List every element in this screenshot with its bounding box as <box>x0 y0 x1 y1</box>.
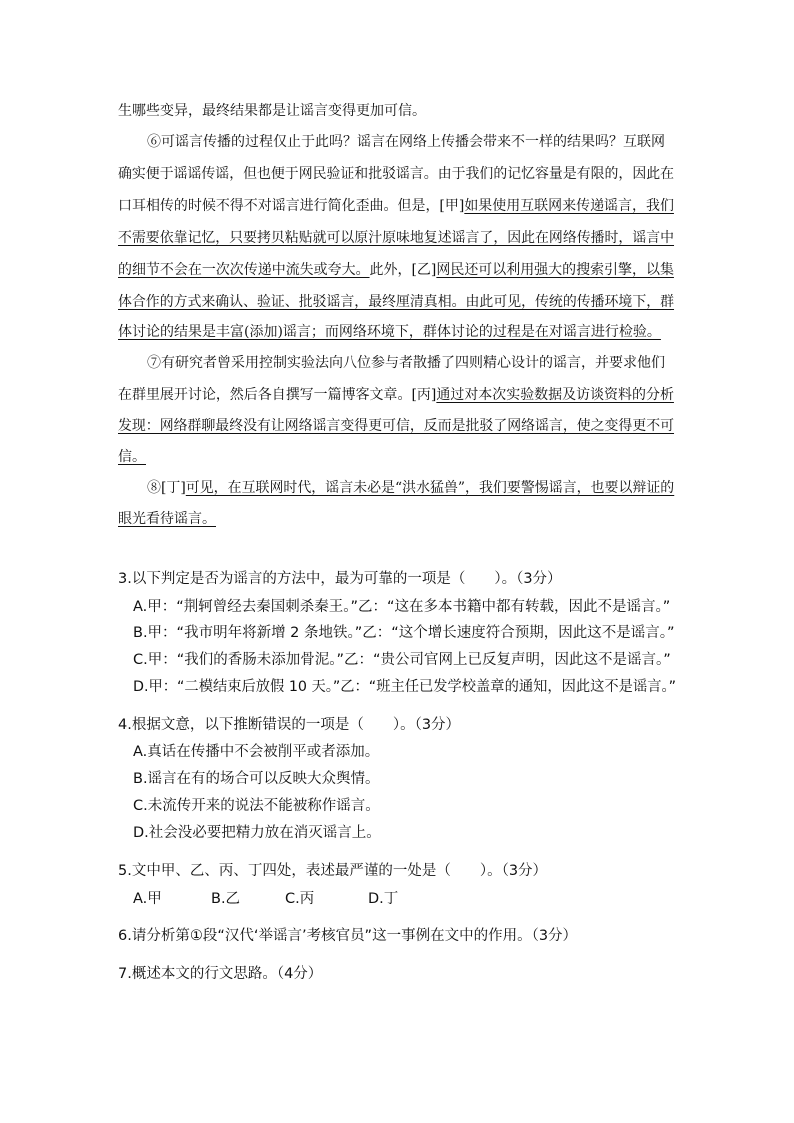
paragraph-6-line-4: 不需要依靠记忆，只要拷贝粘贴就可以原汁原味地复述谣言了，因此在网络传播时，谣言中 <box>118 230 675 246</box>
question-3-option-a: A.甲：“荆轲曾经去秦国刺杀秦王。”乙：“这在多本书籍中都有转载，因此不是谣言。” <box>133 599 671 615</box>
question-3-stem: 3.以下判定是否为谣言的方法中，最为可靠的一项是（ ）。（3分） <box>118 571 562 587</box>
question-4-stem: 4.根据文意，以下推断错误的一项是（ ）。（3分） <box>118 717 461 733</box>
paragraph-8-line-1-plain: ⑧[丁] <box>147 480 186 496</box>
underlined-jia-end: 的细节不会在一次次传递中流失或夸大。 <box>118 262 370 278</box>
paragraph-6-line-2: 确实便于谣谣传谣，但也便于网民验证和批驳谣言。由于我们的记忆容量是有限的，因此在 <box>118 166 675 182</box>
question-5-option-c: C.丙 <box>285 891 315 907</box>
question-5-option-a: A.甲 <box>133 891 162 907</box>
paragraph-6-line-1: ⑥可谣言传播的过程仅止于此吗？谣言在网络上传播会带来不一样的结果吗？互联网 <box>147 134 665 150</box>
paragraph-7-line-4: 信。 <box>118 449 146 465</box>
question-7-stem: 7.概述本文的行文思路。（4分） <box>118 966 323 982</box>
paragraph-7-line-2 <box>118 385 674 405</box>
paragraph-8-line-2: 眼光看待谣言。 <box>118 511 216 527</box>
paragraph-6-line-3 <box>118 196 674 216</box>
question-5-option-d: D.丁 <box>368 891 399 907</box>
question-3-option-d: D.甲：“二模结束后放假 10 天。”乙：“班主任已发学校盖章的通知，因此这不是谣言。” <box>133 679 677 695</box>
underlined-ding: 可见，在互联网时代，谣言未必是“洪水猛兽”，我们要警惕谣言，也要以辩证的 <box>185 480 675 496</box>
paragraph-7-line-1: ⑦有研究者曾采用控制实验法向八位参与者散播了四则精心设计的谣言，并要求他们 <box>147 355 665 371</box>
paragraph-6-line-7: 体讨论的结果是丰富(添加)谣言；而网络环境下，群体讨论的过程是在对谣言进行检验。 <box>118 324 661 340</box>
underlined-jia: 如果使用互联网来传递谣言，我们 <box>464 198 674 214</box>
question-3-option-c: C.甲：“我们的香肠未添加骨泥。”乙：“贵公司官网上已反复声明，因此这不是谣言。” <box>133 652 671 668</box>
paragraph-6-line-6: 体合作的方式来确认、验证、批驳谣言，最终厘清真相。由此可见，传统的传播环境下，群 <box>118 294 675 310</box>
paragraph-6-line-5-plain: 此外，[乙] <box>369 262 437 278</box>
paragraph-7-line-3: 发现：网络群聊最终没有让网络谣言变得更可信，反而是批驳了网络谣言，使之变得更不可 <box>118 418 675 434</box>
question-6-stem: 6.请分析第①段“汉代‘举谣言’考核官员”这一事例在文中的作用。（3分） <box>118 928 578 944</box>
paragraph-6-line-5 <box>118 260 674 280</box>
question-4-option-b: B.谣言在有的场合可以反映大众舆情。 <box>133 771 380 787</box>
question-3-option-b: B.甲：“我市明年将新增 2 条地铁。”乙：“这个增长速度符合预期，因此这不是谣言。” <box>133 625 675 641</box>
underlined-yi: 网民还可以利用强大的搜索引擎，以集 <box>436 262 674 278</box>
question-4-option-d: D.社会没必要把精力放在消灭谣言上。 <box>133 825 381 841</box>
paragraph-7-line-2-plain: 在群里展开讨论，然后各自撰写一篇博客文章。[丙] <box>118 387 437 403</box>
paragraph-8-line-1 <box>147 478 674 498</box>
question-4-option-a: A.真话在传播中不会被削平或者添加。 <box>133 744 380 760</box>
paragraph-5-tail: 生哪些变异，最终结果都是让谣言变得更加可信。 <box>118 103 426 119</box>
paragraph-6-line-3-plain: 口耳相传的时候不得不对谣言进行简化歪曲。但是，[甲] <box>118 198 465 214</box>
question-5-option-b: B.乙 <box>211 891 241 907</box>
underlined-bing: 通过对本次实验数据及访谈资料的分析 <box>436 387 674 403</box>
question-5-stem: 5.文中甲、乙、丙、丁四处，表述最严谨的一处是（ ）。（3分） <box>118 863 548 879</box>
question-4-option-c: C.未流传开来的说法不能被称作谣言。 <box>133 798 380 814</box>
